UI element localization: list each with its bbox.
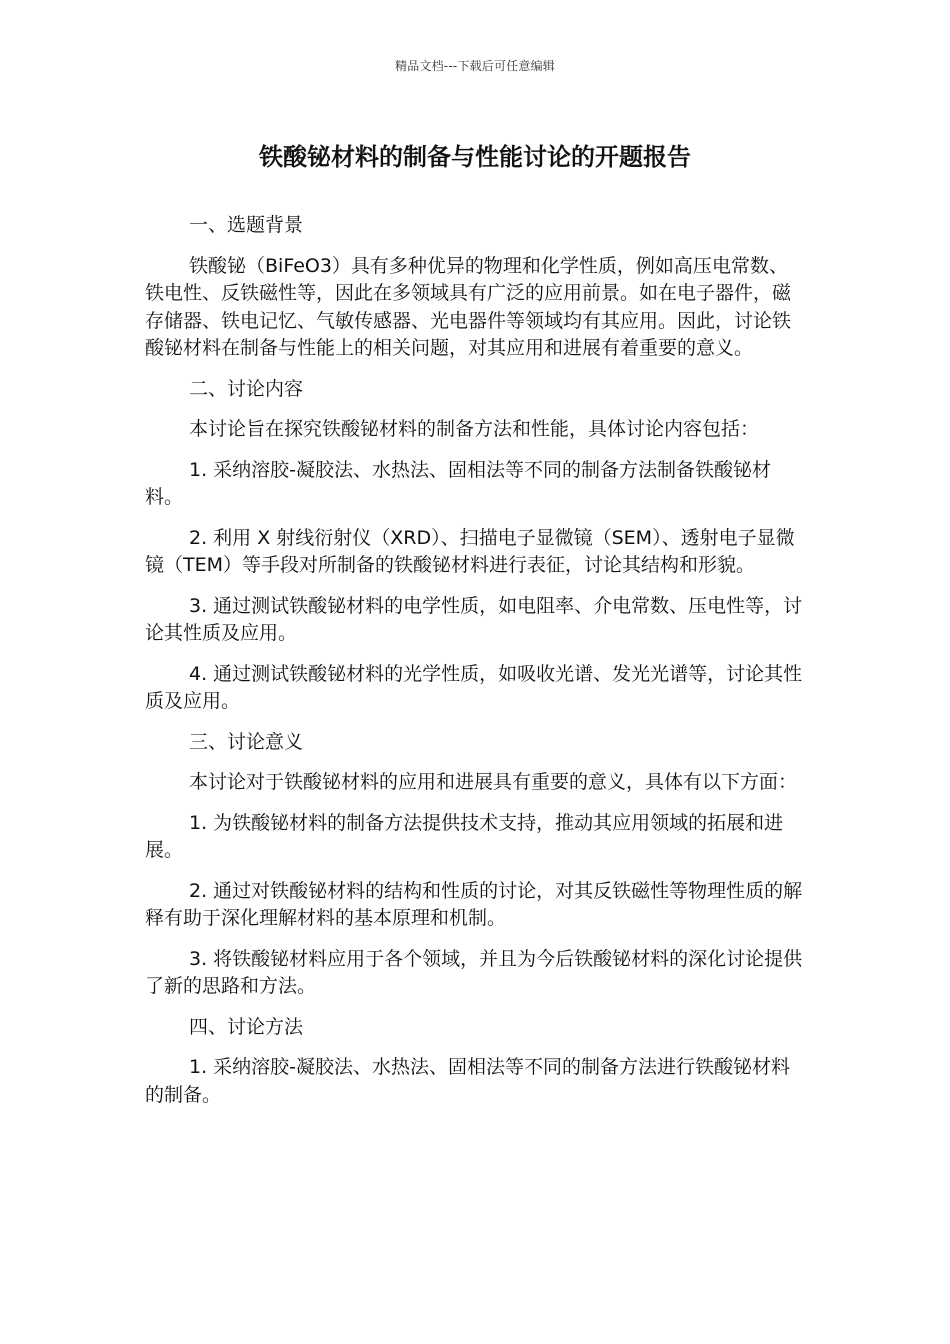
list-item-significance-2: 2. 通过对铁酸铋材料的结构和性质的讨论，对其反铁磁性等物理性质的解释有助于深化理解材料的基本原理和机制。 — [145, 879, 803, 929]
paragraph-significance-intro: 本讨论对于铁酸铋材料的应用和进展具有重要的意义，具体有以下方面： — [189, 771, 798, 793]
list-item-content-3: 3. 通过测试铁酸铋材料的电学性质，如电阻率、介电常数、压电性等，讨论其性质及应用。 — [145, 594, 803, 644]
header-note: 精品文档---下载后可任意编辑 — [395, 59, 555, 73]
list-item-content-4: 4. 通过测试铁酸铋材料的光学性质，如吸收光谱、发光光谱等，讨论其性质及应用。 — [145, 662, 803, 712]
section-heading-background: 一、选题背景 — [189, 214, 304, 236]
document-body — [145, 212, 805, 1122]
list-item-significance-1: 1. 为铁酸铋材料的制备方法提供技术支持，推动其应用领域的拓展和进展。 — [145, 811, 784, 861]
list-item-content-1: 1. 采纳溶胶-凝胶法、水热法、固相法等不同的制备方法制备铁酸铋材料。 — [145, 458, 772, 508]
paragraph-content-intro: 本讨论旨在探究铁酸铋材料的制备方法和性能，具体讨论内容包括： — [189, 418, 760, 440]
list-item-significance-3: 3. 将铁酸铋材料应用于各个领域，并且为今后铁酸铋材料的深化讨论提供了新的思路和方法。 — [145, 947, 803, 997]
paragraph-background: 铁酸铋（BiFeO3）具有多种优异的物理和化学性质，例如高压电常数、铁电性、反铁磁性等，因此在多领域具有广泛的应用前景。如在电子器件，磁存储器、铁电记忆、气敏传感器、光电器件等领域均有其应用。因此，讨论铁酸铋材料在制备与性能上的相关问题，对其应用和进展有着重要的意义。 — [145, 254, 792, 359]
list-item-content-2: 2. 利用 X 射线衍射仪（XRD）、扫描电子显微镜（SEM）、透射电子显微镜（TEM）等手段对所制备的铁酸铋材料进行表征，讨论其结构和形貌。 — [145, 526, 795, 576]
document-title: 铁酸铋材料的制备与性能讨论的开题报告 — [259, 143, 691, 171]
section-heading-significance: 三、讨论意义 — [189, 730, 304, 753]
section-heading-content: 二、讨论内容 — [189, 377, 304, 400]
list-item-methods-1: 1. 采纳溶胶-凝胶法、水热法、固相法等不同的制备方法进行铁酸铋材料的制备。 — [145, 1056, 791, 1106]
section-heading-methods: 四、讨论方法 — [189, 1015, 304, 1038]
